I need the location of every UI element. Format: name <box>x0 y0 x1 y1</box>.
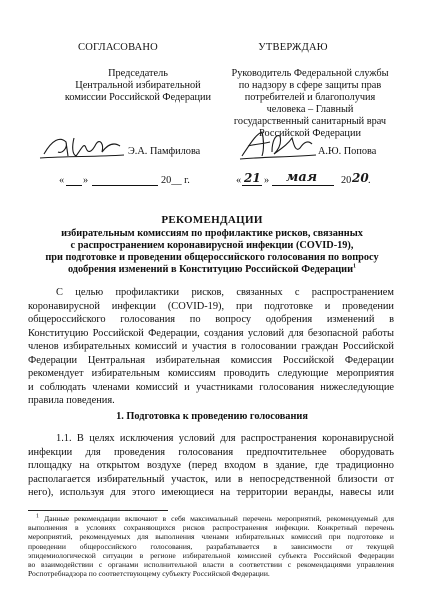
right-approval-line-2: по надзору в сфере защиты прав <box>238 80 382 91</box>
right-date-day: 21 <box>244 171 261 185</box>
title-line-2: с распространением коронавирусной инфекции (COVID-19), <box>70 240 354 251</box>
right-date-year-suffix: . <box>368 175 371 186</box>
left-date-day-blank <box>66 185 82 186</box>
title-line-1: избирательным комиссиям по профилактике рисков, связанных <box>61 228 363 239</box>
right-date-year-prefix: 20 <box>341 175 352 186</box>
intro-line: Федерации Центральная избирательная комиссия Российской Федерации <box>28 354 394 366</box>
footnote-line: эпидемиологической ситуации в регионе избирательной комиссией субъекта Российской Федерации <box>28 550 394 560</box>
right-date-month: мая <box>286 170 318 185</box>
footnote-line: мероприятий, рекомендуемых для выполнения членами избирательных комиссий при подготовке и <box>28 532 394 542</box>
document-title: РЕКОМЕНДАЦИИ <box>161 214 263 226</box>
section-line: него), используя для этого имеющиеся на территории веранды, навесы или <box>28 487 394 498</box>
left-date-year: 20__ г. <box>161 175 190 186</box>
left-approval-line-1: Председатель <box>108 68 168 79</box>
left-date-month-blank <box>92 185 158 186</box>
intro-line: членов избирательных комиссий и участия в голосовании граждан Российской <box>28 341 394 352</box>
section-line: площадку на открытом воздухе (перед входом в здание, где традиционно <box>28 460 394 471</box>
intro-line: и соблюдать членами комиссий и участниками голосования нижеследующие <box>28 381 394 393</box>
left-signatory-name: Э.А. Памфилова <box>128 146 201 157</box>
intro-line: С целью профилактики рисков, связанных с распространением <box>56 287 394 298</box>
right-approval-line-3: потребителей и благополучия <box>244 92 376 103</box>
right-date-year-hand: 20 <box>352 171 369 185</box>
left-approval-line-3: комиссии Российской Федерации <box>64 92 212 103</box>
right-signature <box>238 126 318 166</box>
section-line: 1.1. В целях исключения условий для распространения коронавирусной <box>56 433 394 444</box>
footnote-line: выполнения в условиях сохраняющихся рисков распространения инфекции. Конкретный перечень <box>28 523 394 533</box>
left-signature <box>38 130 128 166</box>
right-approval-line-4: человека – Главный <box>266 104 354 115</box>
footnote-line: проведении общероссийского голосования, разрабатывается в зависимости от текущей <box>28 541 394 551</box>
left-approval-header: СОГЛАСОВАНО <box>78 42 158 53</box>
footnote-separator <box>28 510 168 511</box>
right-date-day-line <box>242 185 262 186</box>
right-signatory-name: А.Ю. Попова <box>318 146 377 157</box>
right-approval-line-5: государственный санитарный врач <box>233 116 387 127</box>
left-date-close: » <box>83 175 89 186</box>
section-line: инфекции для проведения голосования предпочтительнее оборудовать <box>28 446 394 458</box>
title-line-4: одобрения изменений в Конституцию Российской Федерации$^1$ <box>67 263 357 275</box>
right-approval-line-6: Российской Федерации <box>259 128 361 139</box>
intro-line: рекомендует избирательным комиссиям проводить следующие мероприятия <box>28 368 394 379</box>
left-approval-line-2: Центральной избирательной <box>75 80 201 91</box>
section-paragraph <box>28 432 394 500</box>
left-date-open: « <box>59 175 65 186</box>
right-date-month-line <box>272 185 334 186</box>
intro-line: коронавирусной инфекции (COVID-19), при подготовке и проведении <box>28 300 394 312</box>
right-approval-line-1: Руководитель Федеральной службы <box>231 68 389 79</box>
right-date-open: « <box>236 175 242 186</box>
footnote-line: во взаимодействии с органами исполнительной власти в соответствии с рекомендациями управления <box>28 560 394 570</box>
title-footnote-mark: 1 <box>353 263 357 270</box>
footnote-mark: 1 <box>36 513 39 520</box>
right-date-close: » <box>264 175 270 186</box>
intro-line: общероссийского голосования по вопросу одобрения изменений в <box>28 314 394 325</box>
footnote-line: $^1$ Данные рекомендации включают в себя максимальный перечень мероприятий, рекомендуемый для <box>36 513 394 523</box>
footnote-line: Роспотребнадзора по соответствующему субъекту Российской Федерации. <box>28 569 270 579</box>
section-heading: 1. Подготовка к проведению голосования <box>116 411 308 422</box>
footnote <box>28 514 394 578</box>
intro-line: правила поведения. <box>28 395 115 406</box>
section-line: располагается избирательный участок, или в непосредственной близости от <box>28 473 394 485</box>
intro-paragraph <box>28 286 394 408</box>
right-approval-header: УТВЕРЖДАЮ <box>258 42 328 53</box>
title-line-3: при подготовке и проведении общероссийского голосования по вопросу <box>45 252 379 263</box>
intro-line: Конституцию Российской Федерации, создания условий для безопасной работы <box>28 327 394 339</box>
